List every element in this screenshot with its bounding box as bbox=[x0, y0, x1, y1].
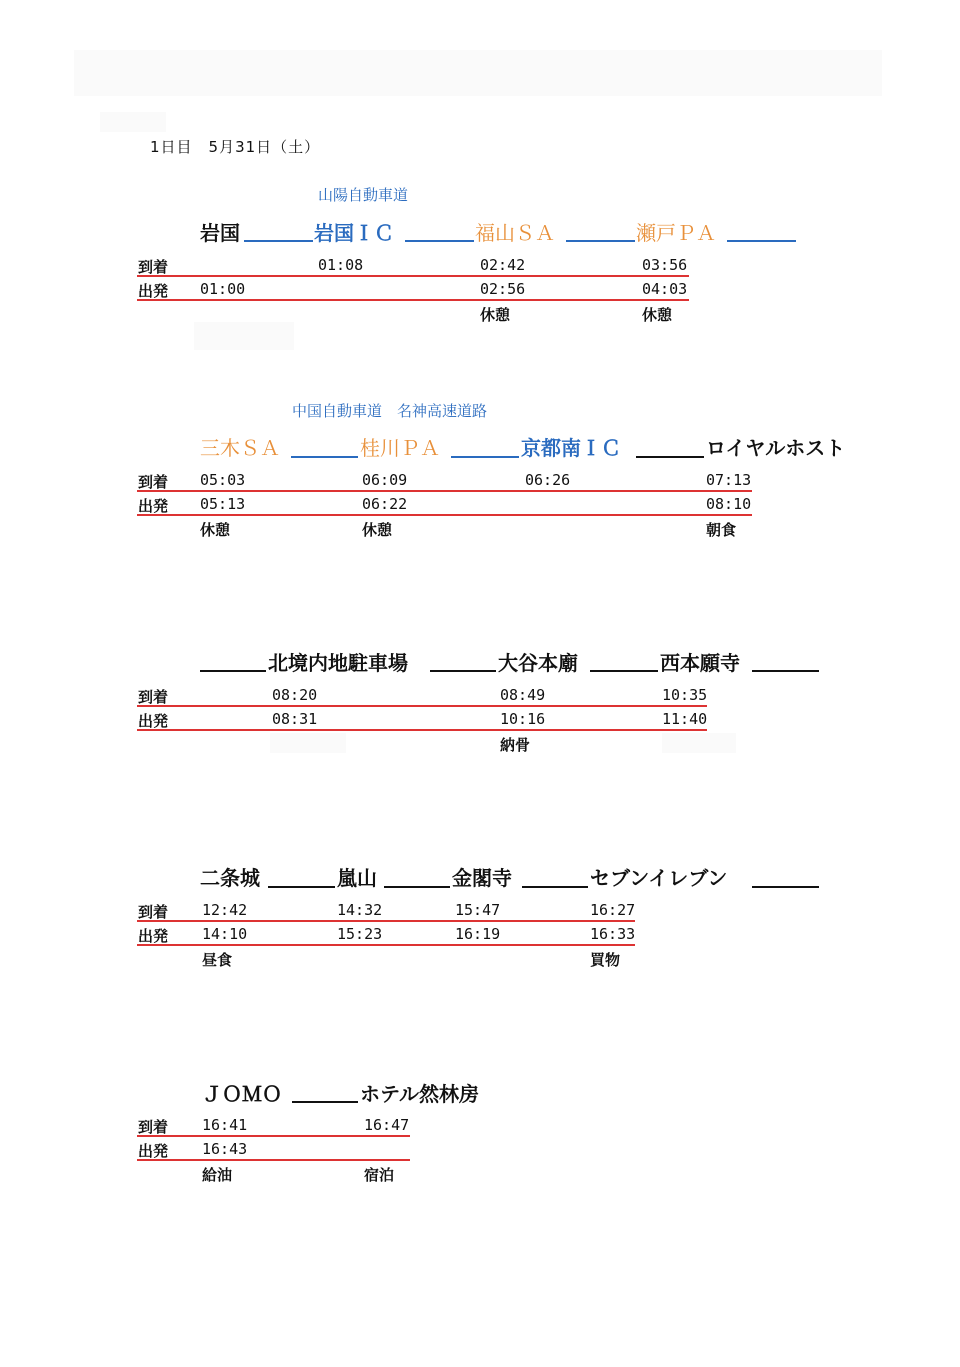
depart-time: 15:23 bbox=[337, 925, 383, 943]
route-line bbox=[752, 886, 819, 888]
depart-time: 01:00 bbox=[200, 280, 246, 298]
arrive-time: 14:32 bbox=[337, 901, 383, 919]
depart-label: 出発 bbox=[138, 497, 169, 515]
arrive-time: 06:09 bbox=[362, 471, 408, 489]
road-name: 山陽自動車道 bbox=[318, 186, 409, 204]
arrive-time: 15:47 bbox=[455, 901, 501, 919]
stop-note: 納骨 bbox=[500, 736, 531, 754]
depart-time: 02:56 bbox=[480, 280, 526, 298]
depart-label: 出発 bbox=[138, 712, 169, 730]
depart-time: 16:33 bbox=[590, 925, 636, 943]
red-rule bbox=[137, 729, 707, 731]
redaction-sec3a bbox=[270, 733, 346, 753]
arrive-time: 01:08 bbox=[318, 256, 364, 274]
stop-note: 朝食 bbox=[706, 521, 737, 539]
red-rule bbox=[137, 299, 689, 301]
stop-name: 三木ＳＡ bbox=[200, 436, 280, 460]
stop-name: 大谷本廟 bbox=[498, 651, 578, 675]
arrive-time: 02:42 bbox=[480, 256, 526, 274]
stop-name: 岩国 bbox=[200, 221, 240, 245]
route-line bbox=[200, 670, 266, 672]
red-rule bbox=[137, 705, 707, 707]
arrive-time: 10:35 bbox=[662, 686, 708, 704]
stop-name: 二条城 bbox=[200, 866, 260, 890]
red-rule bbox=[137, 944, 635, 946]
red-rule bbox=[137, 490, 752, 492]
red-rule bbox=[137, 514, 752, 516]
route-line bbox=[268, 886, 335, 888]
route-line bbox=[566, 240, 635, 242]
route-line bbox=[430, 670, 496, 672]
stop-name: ＪＯＭＯ bbox=[202, 1082, 282, 1106]
stop-name: 福山ＳＡ bbox=[475, 221, 555, 245]
arrive-label: 到着 bbox=[138, 1118, 169, 1136]
depart-label: 出発 bbox=[138, 282, 169, 300]
stop-note: 買物 bbox=[590, 951, 621, 969]
stop-note: 休憩 bbox=[200, 521, 231, 539]
stop-name: ロイヤルホスト bbox=[706, 436, 846, 460]
route-line bbox=[590, 670, 658, 672]
arrive-label: 到着 bbox=[138, 473, 169, 491]
red-rule bbox=[137, 1135, 410, 1137]
depart-time: 16:19 bbox=[455, 925, 501, 943]
depart-label: 出発 bbox=[138, 1142, 169, 1160]
stop-name: 京都南ＩＣ bbox=[521, 436, 621, 460]
route-line bbox=[451, 456, 519, 458]
depart-time: 16:43 bbox=[202, 1140, 248, 1158]
arrive-time: 08:20 bbox=[272, 686, 318, 704]
depart-time: 14:10 bbox=[202, 925, 248, 943]
route-line bbox=[636, 456, 704, 458]
route-line bbox=[752, 670, 819, 672]
depart-time: 08:31 bbox=[272, 710, 318, 728]
depart-time: 08:10 bbox=[706, 495, 752, 513]
depart-time: 11:40 bbox=[662, 710, 708, 728]
stop-note: 休憩 bbox=[362, 521, 393, 539]
arrive-time: 07:13 bbox=[706, 471, 752, 489]
arrive-time: 16:27 bbox=[590, 901, 636, 919]
redaction-small bbox=[100, 112, 166, 132]
redaction-sec1 bbox=[194, 322, 294, 350]
arrive-time: 03:56 bbox=[642, 256, 688, 274]
depart-time: 10:16 bbox=[500, 710, 546, 728]
redaction-sec3b bbox=[662, 733, 736, 753]
arrive-time: 08:49 bbox=[500, 686, 546, 704]
route-line bbox=[291, 456, 358, 458]
stop-note: 宿泊 bbox=[364, 1166, 395, 1184]
route-line bbox=[727, 240, 796, 242]
redaction-top bbox=[74, 50, 882, 96]
stop-name: ホテル然林房 bbox=[360, 1082, 479, 1106]
road-name: 中国自動車道 名神高速道路 bbox=[292, 402, 488, 420]
stop-name: 嵐山 bbox=[337, 866, 377, 890]
route-line bbox=[405, 240, 474, 242]
stop-name: 金閣寺 bbox=[452, 866, 512, 890]
red-rule bbox=[137, 920, 635, 922]
stop-name: セブンイレブン bbox=[590, 866, 728, 890]
depart-time: 05:13 bbox=[200, 495, 246, 513]
page-date: 1日目 5月31日（土） bbox=[150, 138, 321, 156]
arrive-time: 12:42 bbox=[202, 901, 248, 919]
stop-name: 桂川ＰＡ bbox=[360, 436, 440, 460]
stop-note: 休憩 bbox=[642, 306, 673, 324]
stop-note: 昼食 bbox=[202, 951, 233, 969]
route-line bbox=[292, 1101, 358, 1103]
arrive-time: 16:47 bbox=[364, 1116, 410, 1134]
stop-note: 休憩 bbox=[480, 306, 511, 324]
arrive-label: 到着 bbox=[138, 258, 169, 276]
red-rule bbox=[137, 275, 689, 277]
arrive-time: 16:41 bbox=[202, 1116, 248, 1134]
stop-note: 給油 bbox=[202, 1166, 233, 1184]
stop-name: 北境内地駐車場 bbox=[268, 651, 408, 675]
arrive-label: 到着 bbox=[138, 903, 169, 921]
red-rule bbox=[137, 1159, 410, 1161]
stop-name: 岩国ＩＣ bbox=[314, 221, 394, 245]
route-line bbox=[244, 240, 313, 242]
stop-name: 西本願寺 bbox=[660, 651, 740, 675]
arrive-time: 06:26 bbox=[525, 471, 571, 489]
arrive-time: 05:03 bbox=[200, 471, 246, 489]
depart-time: 06:22 bbox=[362, 495, 408, 513]
stop-name: 瀬戸ＰＡ bbox=[636, 221, 716, 245]
depart-time: 04:03 bbox=[642, 280, 688, 298]
depart-label: 出発 bbox=[138, 927, 169, 945]
route-line bbox=[522, 886, 588, 888]
route-line bbox=[384, 886, 450, 888]
arrive-label: 到着 bbox=[138, 688, 169, 706]
